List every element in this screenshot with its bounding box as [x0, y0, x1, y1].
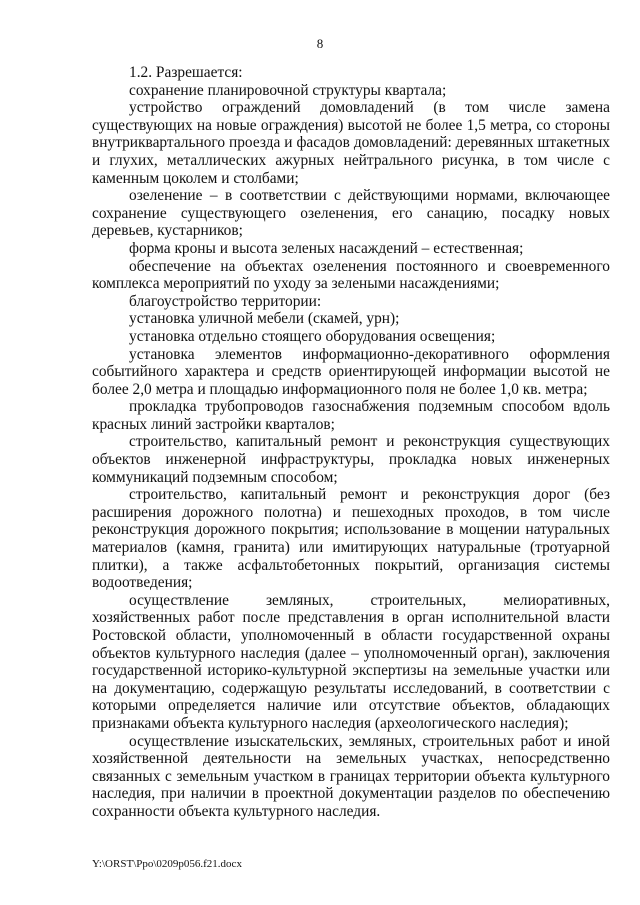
paragraph: осуществление земляных, строительных, мелиоративных, хозяйственных работ после представления в орган исполнительной власти Ростовской области, уполномоченный в области государственной охраны объектов культурного наследия (далее – уполномоченный орган), заключения государственной историко-культурной экспертизы на земельные участки или на документацию, содержащую результаты исследований, в соответствии с которыми определяется наличие или отсутствие объектов, обладающих признаками объекта культурного наследия (археологического наследия); [92, 591, 610, 732]
paragraph: форма кроны и высота зеленых насаждений – естественная; [129, 239, 524, 257]
paragraph: установка уличной мебели (скамей, урн); [129, 310, 400, 328]
paragraph: озеленение – в соответствии с действующими нормами, включающее сохранение существующего озеленения, его санацию, посадку новых деревьев, кустарников; [92, 187, 610, 240]
paragraph: обеспечение на объектах озеленения постоянного и своевременного комплекса мероприятий по уходу за зелеными насаждениями; [92, 257, 610, 293]
paragraph: строительство, капитальный ремонт и реконструкция дорог (без расширения дорожного полотна) и пешеходных проходов, в том числе реконструкция дорожного покрытия; использование в мощении натуральных материалов (камня, гранита) или имитирующих натуральные (тротуарной плитки), а также асфальтобетонных покрытий, организация системы водоотведения; [92, 486, 610, 592]
paragraph: осуществление изыскательских, земляных, строительных работ и иной хозяйственной деятельности на земельных участках, непосредственно связанных с земельным участком в границах территории объекта культурного наследия, при наличии в проектной документации разделов по обеспечению сохранности объекта культурного наследия. [92, 732, 610, 820]
section-heading: 1.2. Разрешается: [129, 64, 243, 81]
document-body [92, 64, 610, 821]
paragraph: устройство ограждений домовладений (в том числе замена существующих на новые ограждения) высотой не более 1,5 метра, со стороны внутриквартального проезда и фасадов домовладений: деревянных штакетных и глухих, металлических ажурных нейтрального рисунка, в том числе с каменным цоколем и столбами; [92, 99, 610, 187]
paragraph: сохранение планировочной структуры квартала; [129, 81, 447, 99]
paragraph: благоустройство территории: [129, 292, 322, 310]
page-number: 8 [316, 36, 324, 51]
paragraph: установка элементов информационно-декоративного оформления событийного характера и средств ориентирующей информации высотой не более 2,0 метра и площадью информационного поля не более 1,0 кв. метра; [92, 345, 610, 398]
paragraph: строительство, капитальный ремонт и реконструкция существующих объектов инженерной инфраструктуры, прокладка новых инженерных коммуникаций подземным способом; [92, 433, 610, 486]
paragraph: прокладка трубопроводов газоснабжения подземным способом вдоль красных линий застройки кварталов; [92, 398, 610, 433]
paragraph: установка отдельно стоящего оборудования освещения; [129, 327, 496, 345]
footer-file-path: Y:\ORST\Ppo\0209p056.f21.docx [92, 858, 242, 870]
